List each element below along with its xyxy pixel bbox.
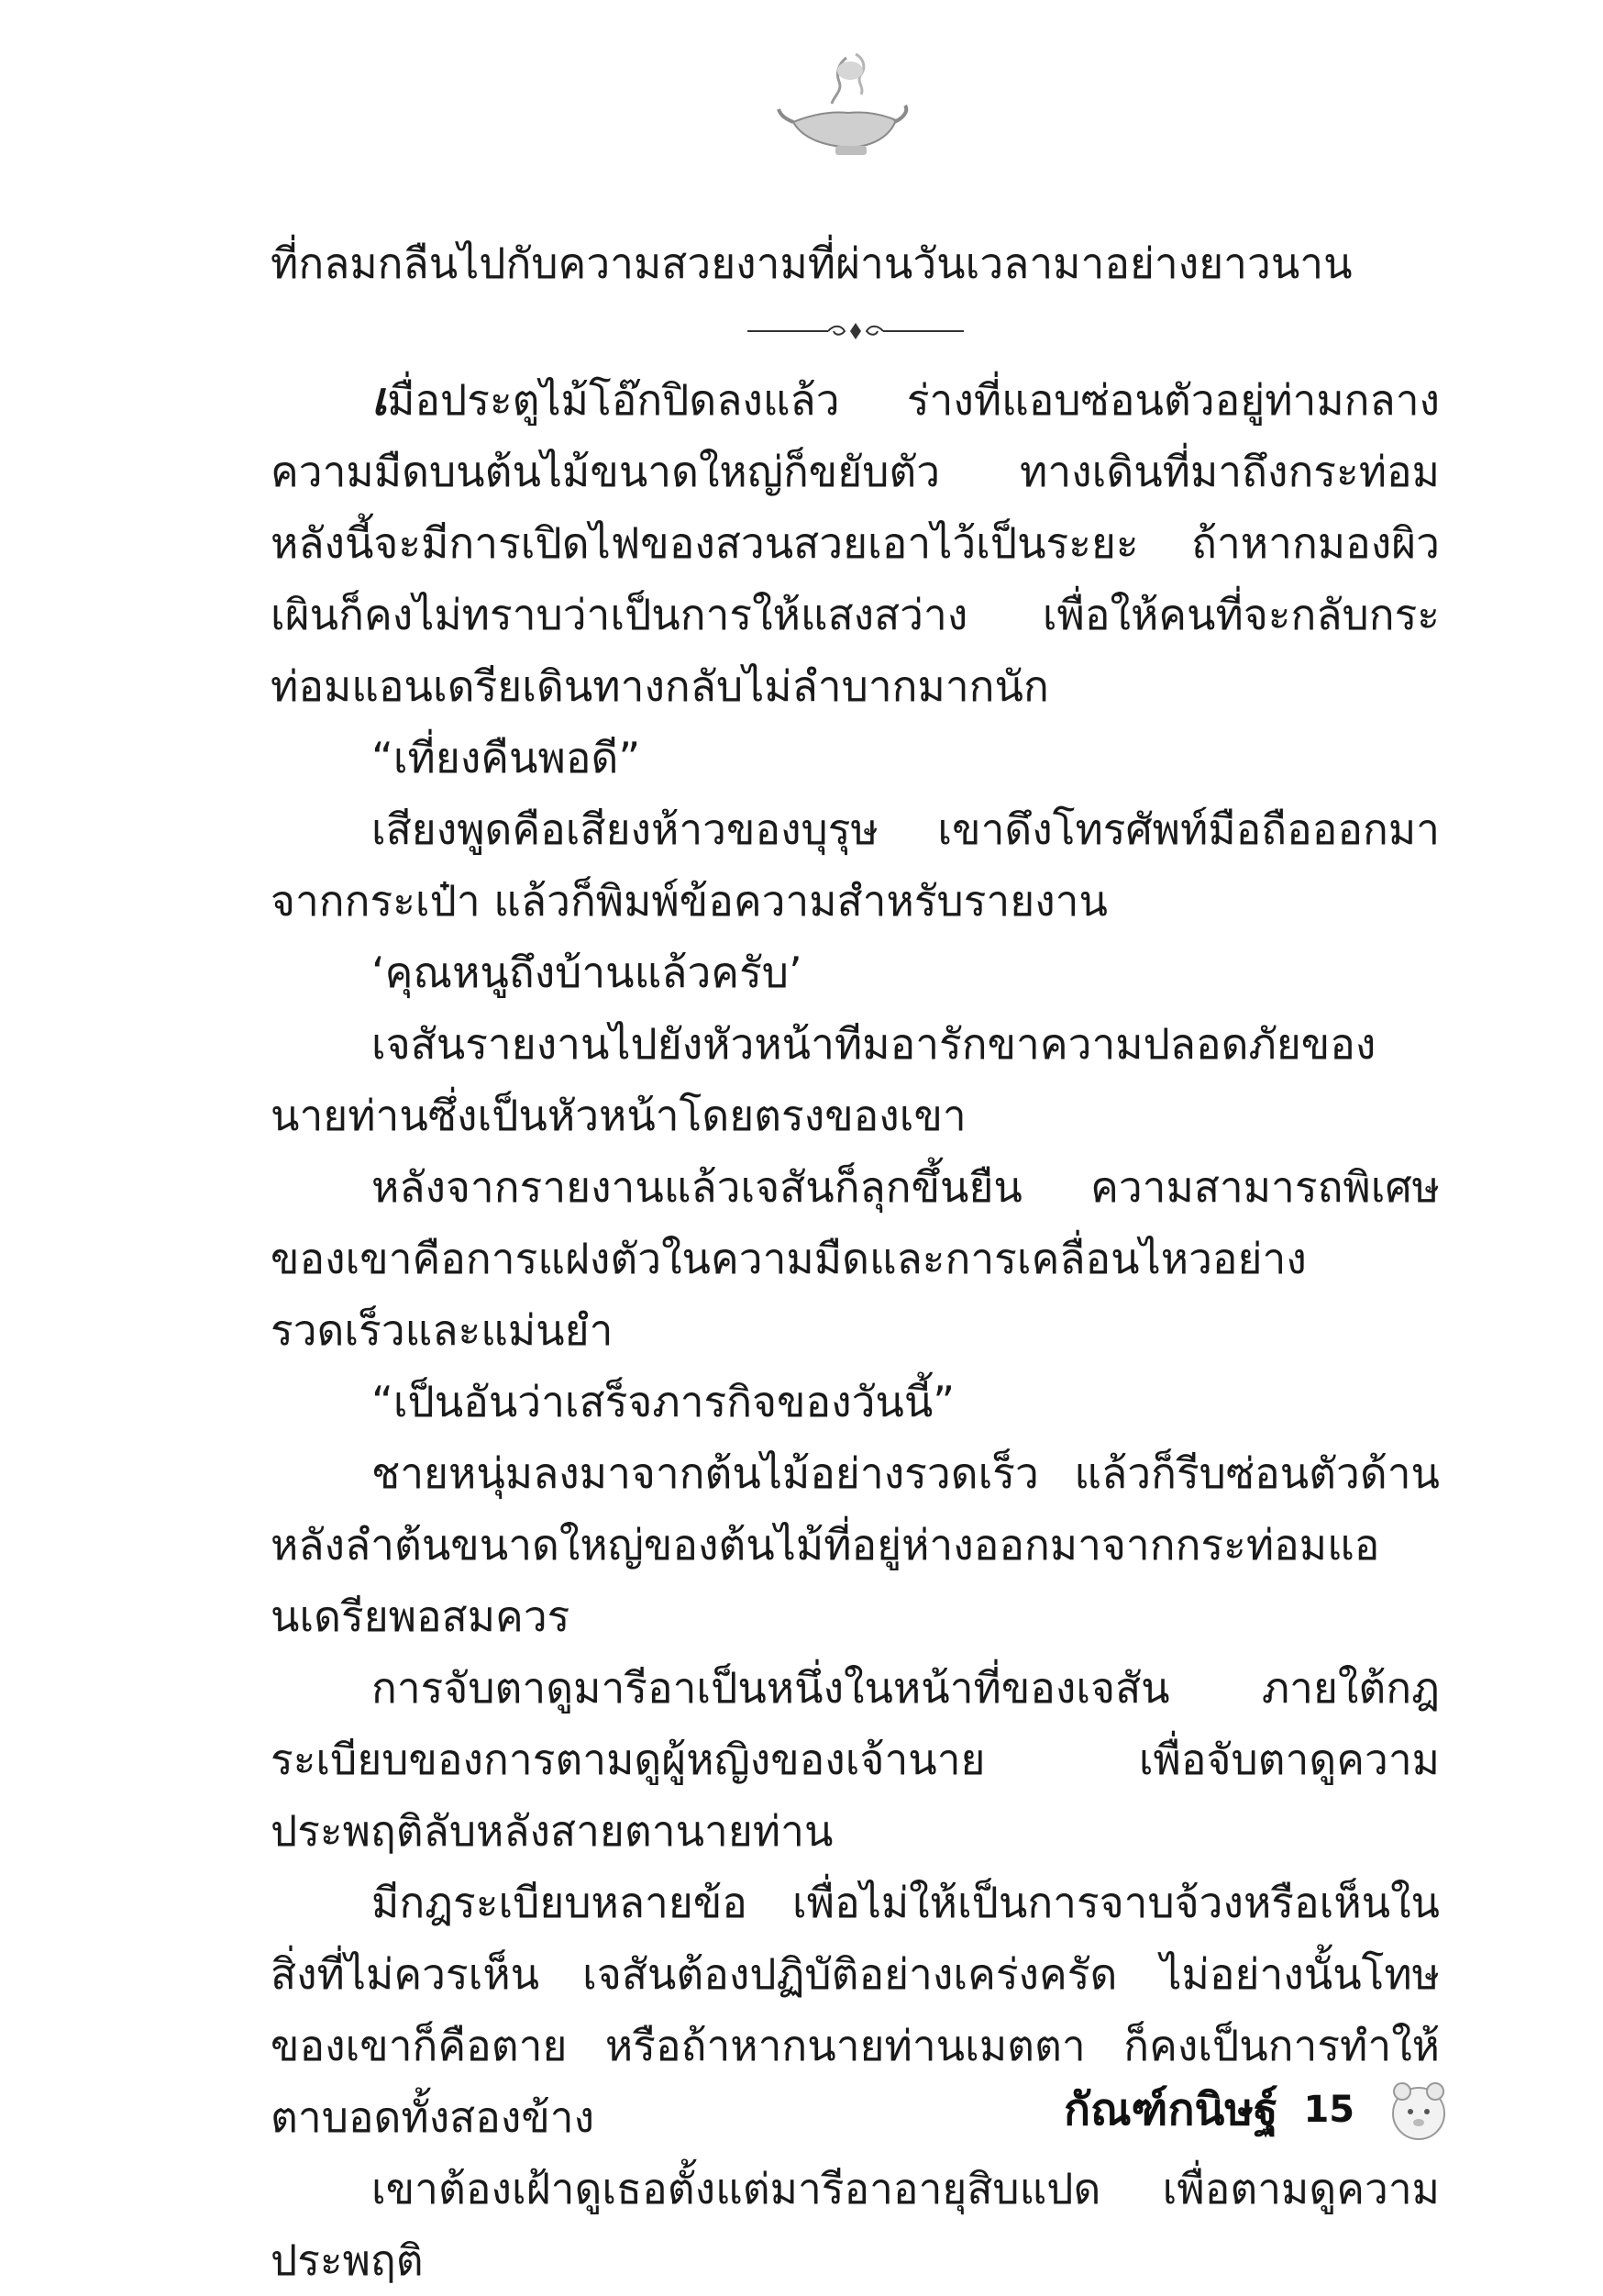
paragraph-11: เขาต้องเฝ้าดูเธอตั้งแต่มารีอาอายุสิบแปด เพื่อตามดูความประพฤติ	[271, 2164, 1440, 2285]
paragraph-8: ชายหนุ่มลงมาจากต้นไม้อย่างรวดเร็ว แล้วก็รีบซ่อนตัวด้านหลังลำต้นขนาดใหญ่ของต้นไม้ที่อยู่ห่างออกมาจากกระท่อมแอนเดรียพอสมควร	[271, 1448, 1440, 1641]
body-text	[271, 227, 1440, 2296]
paragraph-10: มีกฎระเบียบหลายข้อ เพื่อไม่ให้เป็นการจาบจ้วงหรือเห็นในสิ่งที่ไม่ควรเห็น เจสันต้องปฏิบัติอย่างเคร่งครัด ไม่อย่างนั้นโทษของเขาก็คือตาย หรือถ้าหากนายท่านเมตตา ก็คงเป็นการทำให้ตาบอดทั้งสองข้าง	[271, 1878, 1440, 2142]
paragraph-7: “เป็นอันว่าเสร็จภารกิจของวันนี้”	[371, 1377, 956, 1426]
paragraph-9: การจับตาดูมารีอาเป็นหนึ่งในหน้าที่ของเจสัน ภายใต้กฎระเบียบของการตามดูผู้หญิงของเจ้านาย เพื่อจับตาดูความประพฤติลับหลังสายตานายท่าน	[271, 1663, 1440, 1856]
paragraph-4: ‘คุณหนูถึงบ้านแล้วครับ’	[371, 948, 802, 997]
opening-line: ที่กลมกลืนไปกับความสวยงามที่ผ่านวันเวลามาอย่างยาวนาน	[271, 238, 1353, 288]
paragraph-5: เจสันรายงานไปยังหัวหน้าทีมอารักขาความปลอดภัยของนายท่านซึ่งเป็นหัวหน้าโดยตรงของเขา	[271, 1019, 1376, 1140]
paragraph-2: “เที่ยงคืนพอดี”	[371, 733, 641, 782]
genie-lamp-icon	[775, 50, 912, 161]
paragraph-1	[271, 363, 1440, 722]
paragraph-3: เสียงพูดคือเสียงห้าวของบุรุษ เขาดึงโทรศัพท์มือถือออกมาจากกระเป๋า แล้วก็พิมพ์ข้อความสำหรับรายงาน	[271, 804, 1440, 926]
page-number: 15	[1303, 2089, 1355, 2131]
paragraph-text: มื่อประตูไม้โอ๊กปิดลงแล้ว ร่างที่แอบซ่อนตัวอยู่ท่ามกลางความมืดบนต้นไม้ขนาดใหญ่ก็ขยับตัว ทางเดินที่มาถึงกระท่อมหลังนี้จะมีการเปิดไฟของสวนสวยเอาไว้เป็นระยะ ถ้าหากมองผิวเผินก็คงไม่ทราบว่าเป็นการให้แสงสว่าง เพื่อให้คนที่จะกลับกระท่อมแอนเดรียเดินทางกลับไม่ลำบากมากนัก	[271, 375, 1440, 711]
page-footer	[1064, 2073, 1455, 2146]
ornament-divider-icon	[746, 317, 966, 345]
book-title: กัณฑ์กนิษฐ์	[1064, 2084, 1278, 2135]
ornament-divider	[271, 299, 1440, 363]
mascot-icon	[1382, 2073, 1455, 2146]
paragraph-6: หลังจากรายงานแล้วเจสันก็ลุกขึ้นยืน ความสามารถพิเศษของเขาคือการแฝงตัวในความมืดและการเคลื่อนไหวอย่างรวดเร็วและแม่นยำ	[271, 1162, 1440, 1355]
dropcap: เ	[371, 372, 388, 426]
